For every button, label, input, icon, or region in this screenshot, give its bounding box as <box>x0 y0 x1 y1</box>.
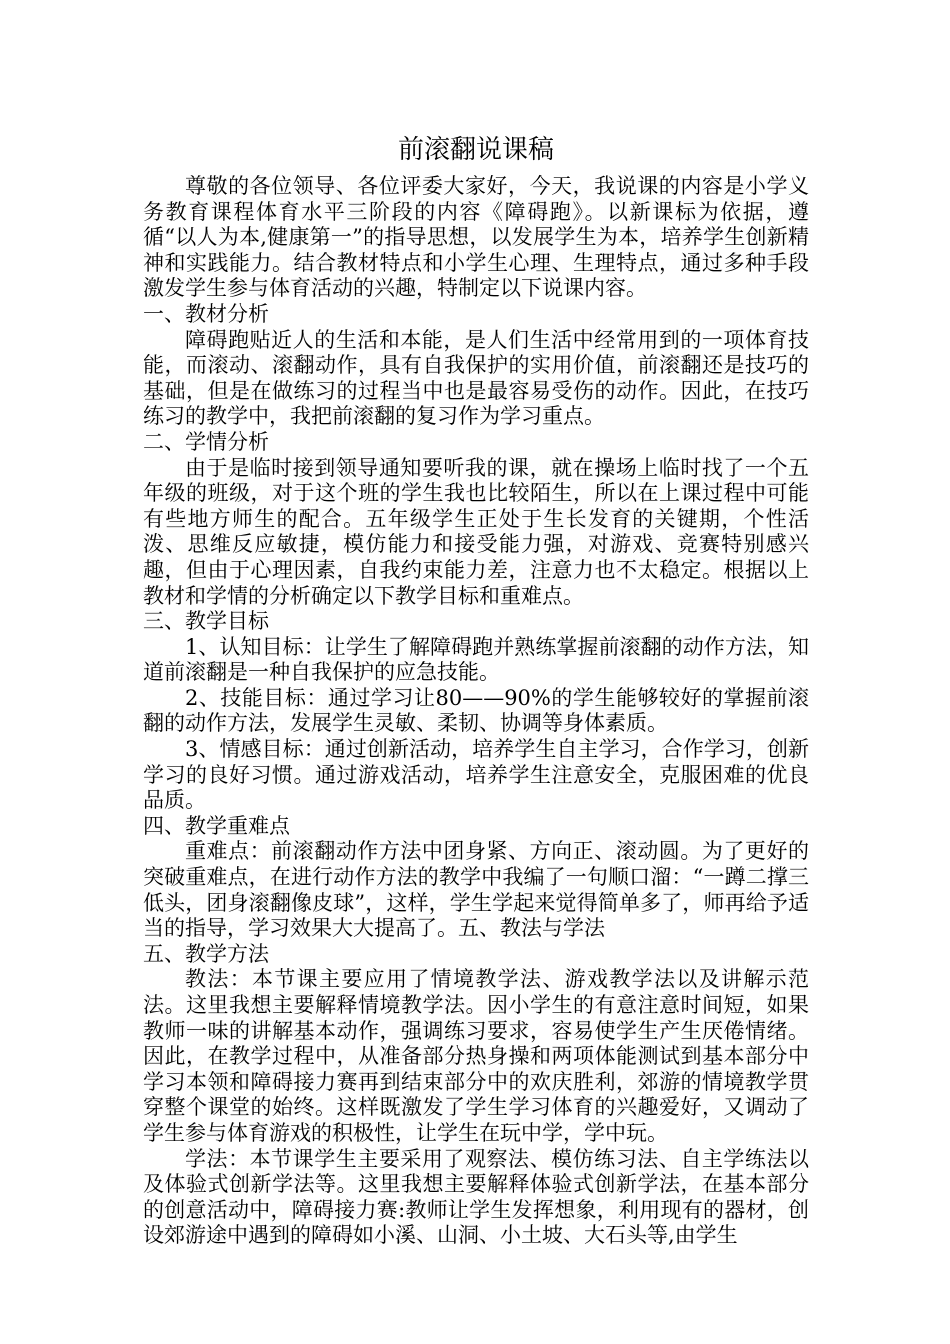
section-heading-student-analysis: 二、学情分析 <box>143 429 269 454</box>
goal-cognitive-paragraph: 1、认知目标：让学生了解障碍跑并熟练掌握前滚翻的动作方法，知道前滚翻是一种自我保护的应急技能。 <box>143 634 809 685</box>
goal-skill-paragraph: 2、技能目标：通过学习让80——90%的学生能够较好的掌握前滚翻的动作方法，发展学生灵敏、柔韧、协调等身体素质。 <box>143 685 809 736</box>
learning-method-paragraph: 学法：本节课学生主要采用了观察法、模仿练习法、自主学练法以及体验式创新学法等。这里我想主要解释体验式创新学法，在基本部分的创意活动中，障碍接力赛:教师让学生发挥想象，利用现有的器材，创设郊游途中遇到的障碍如小溪、山洞、小土坡、大石头等,由学生 <box>143 1146 809 1248</box>
section-heading-key-points: 四、教学重难点 <box>143 813 290 838</box>
intro-paragraph: 尊敬的各位领导、各位评委大家好，今天，我说课的内容是小学义务教育课程体育水平三阶段的内容《障碍跑》。以新课标为依据，遵循“以人为本,健康第一”的指导思想，以发展学生为本，培养学生创新精神和实践能力。结合教材特点和小学生心理、生理特点，通过多种手段激发学生参与体育活动的兴趣，特制定以下说课内容。 <box>143 174 809 301</box>
goal-emotion-paragraph: 3、情感目标：通过创新活动，培养学生自主学习，合作学习，创新学习的良好习惯。通过游戏活动，培养学生注意安全，克服困难的优良品质。 <box>143 737 809 813</box>
document-title: 前滚翻说课稿 <box>397 135 554 165</box>
document-page <box>143 130 809 1249</box>
section-heading-teaching-methods: 五、教学方法 <box>143 941 269 966</box>
student-analysis-paragraph: 由于是临时接到领导通知要听我的课，就在操场上临时找了一个五年级的班级，对于这个班的学生我也比较陌生，所以在上课过程中可能有些地方师生的配合。五年级学生正处于生长发育的关键期，个性活泼、思维反应敏捷，模仿能力和接受能力强，对游戏、竞赛特别感兴趣，但由于心理因素，自我约束能力差，注意力也不太稳定。根据以上教材和学情的分析确定以下教学目标和重难点。 <box>143 455 809 608</box>
teaching-method-paragraph: 教法：本节课主要应用了情境教学法、游戏教学法以及讲解示范法。这里我想主要解释情境教学法。因小学生的有意注意时间短，如果教师一味的讲解基本动作，强调练习要求，容易使学生产生厌倦情绪。因此，在教学过程中，从准备部分热身操和两项体能测试到基本部分中学习本领和障碍接力赛再到结束部分中的欢庆胜利，郊游的情境教学贯穿整个课堂的始终。这样既激发了学生学习体育的兴趣爱好，又调动了学生参与体育游戏的积极性，让学生在玩中学，学中玩。 <box>143 967 809 1145</box>
section-heading-textbook-analysis: 一、教材分析 <box>143 301 269 326</box>
textbook-analysis-paragraph: 障碍跑贴近人的生活和本能，是人们生活中经常用到的一项体育技能，而滚动、滚翻动作，具有自我保护的实用价值，前滚翻还是技巧的基础，但是在做练习的过程当中也是最容易受伤的动作。因此，在技巧练习的教学中，我把前滚翻的复习作为学习重点。 <box>143 327 809 429</box>
section-heading-teaching-goals: 三、教学目标 <box>143 609 269 634</box>
key-points-paragraph: 重难点：前滚翻动作方法中团身紧、方向正、滚动圆。为了更好的突破重难点，在进行动作方法的教学中我编了一句顺口溜：“一蹲二撑三低头，团身滚翻像皮球”，这样，学生学起来觉得简单多了，师再给予适当的指导，学习效果大大提高了。五、教法与学法 <box>143 839 809 941</box>
